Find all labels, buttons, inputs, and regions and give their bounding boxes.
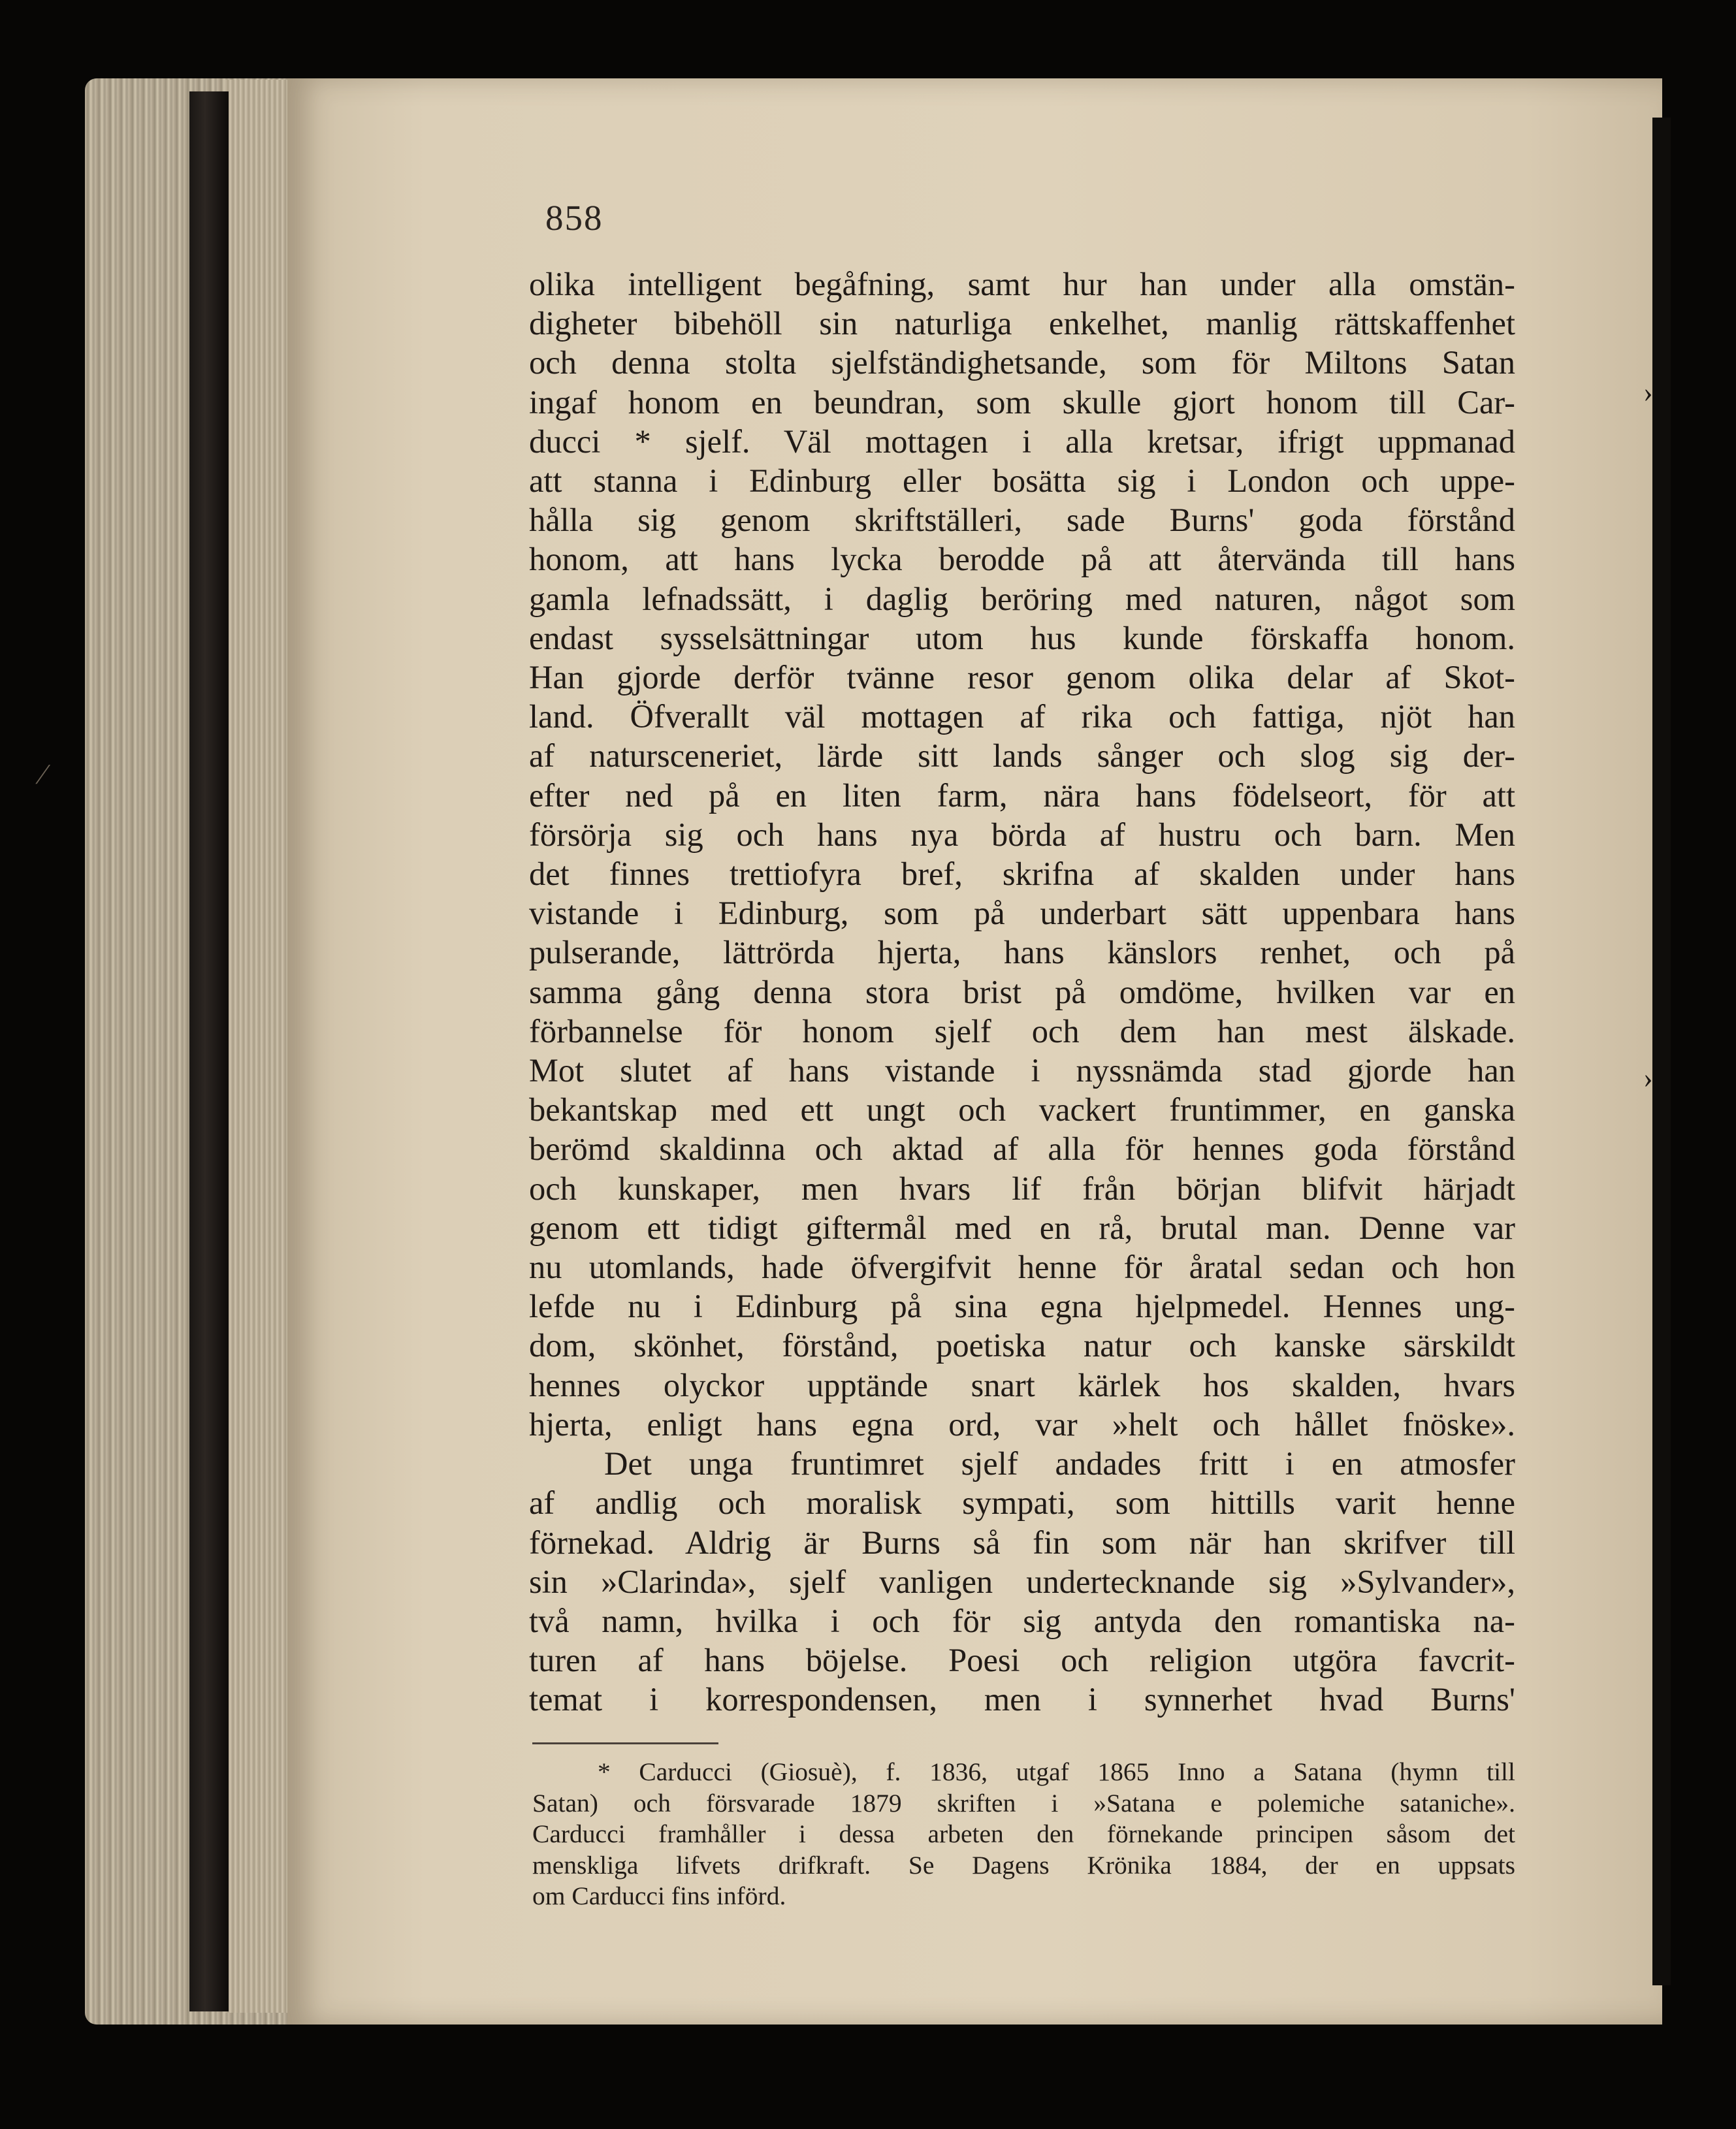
text-line: ingaf honom en beundran, som skulle gjort honom till Car- xyxy=(529,383,1515,421)
text-line: två namn, hvilka i och för sig antyda den romantiska na- xyxy=(529,1602,1515,1639)
text-line: lefde nu i Edinburg på sina egna hjelpmedel. Hennes ung- xyxy=(529,1288,1515,1325)
text-line: af andlig och moralisk sympati, som hittills varit henne xyxy=(529,1484,1515,1522)
text-line: Mot slutet af hans vistande i nyssnämda stad gjorde han xyxy=(529,1052,1515,1089)
text-line: samma gång denna stora brist på omdöme, hvilken var en xyxy=(529,973,1515,1010)
text-line: hjerta, enligt hans egna ord, var »helt och hållet fnöske». xyxy=(529,1405,1515,1443)
text-line: Han gjorde derför tvänne resor genom olika delar af Skot- xyxy=(529,659,1515,696)
margin-mark: › xyxy=(1643,376,1653,408)
text-line: efter ned på en liten farm, nära hans födelseort, för att xyxy=(529,776,1515,814)
footnote-line: Satan) och försvarade 1879 skriften i »Satana e polemiche sataniche». xyxy=(532,1788,1515,1817)
text-line: det finnes trettiofyra bref, skrifna af skalden under hans xyxy=(529,856,1515,893)
footnote-line: Carducci framhåller i dessa arbeten den förnekande principen såsom det xyxy=(532,1819,1515,1848)
text-line: förnekad. Aldrig är Burns så fin som när han skrifver till xyxy=(529,1524,1515,1561)
text-line: berömd skaldinna och aktad af alla för hennes goda förstånd xyxy=(529,1130,1515,1168)
text-line: olika intelligent begåfning, samt hur han under alla omstän- xyxy=(529,266,1515,302)
footnote xyxy=(532,1757,1515,1912)
margin-mark: ⁄ xyxy=(40,758,46,790)
text-line: vistande i Edinburg, som på underbart sätt uppenbara hans xyxy=(529,895,1515,932)
text-line: att stanna i Edinburg eller bosätta sig i London och uppe- xyxy=(529,462,1515,500)
text-line: genom ett tidigt giftermål med en rå, brutal man. Denne var xyxy=(529,1209,1515,1246)
footnote-line: menskliga lifvets drifkraft. Se Dagens Krönika 1884, der en uppsats xyxy=(532,1850,1515,1880)
text-line: digheter bibehöll sin naturliga enkelhet, manlig rättskaffenhet xyxy=(529,305,1515,342)
footnote-line: om Carducci fins införd. xyxy=(532,1881,786,1910)
text-line: endast sysselsättningar utom hus kunde förskaffa honom. xyxy=(529,619,1515,656)
book-spine-shadow xyxy=(189,91,229,2011)
page-number: 858 xyxy=(545,198,603,238)
text-line: bekantskap med ett ungt och vackert fruntimmer, en ganska xyxy=(529,1091,1515,1129)
text-line: hennes olyckor upptände snart kärlek hos skalden, hvars xyxy=(529,1366,1515,1403)
text-line: pulserande, lättrörda hjerta, hans känslors renhet, och på xyxy=(529,934,1515,971)
text-line: land. Öfverallt väl mottagen af rika och fattiga, njöt han xyxy=(529,698,1515,735)
body-text xyxy=(529,264,1515,1720)
footnote-rule xyxy=(532,1742,718,1744)
margin-mark: › xyxy=(1643,1062,1653,1094)
page-right-edge xyxy=(1652,118,1671,1985)
text-line: nu utomlands, hade öfvergifvit henne för åratal sedan och hon xyxy=(529,1249,1515,1286)
text-line: ducci * sjelf. Väl mottagen i alla kretsar, ifrigt uppmanad xyxy=(529,423,1515,460)
text-line: gamla lefnadssätt, i daglig beröring med naturen, något som xyxy=(529,580,1515,617)
text-line: Det unga fruntimret sjelf andades fritt i en atmosfer xyxy=(604,1445,1515,1482)
footnote-line: * Carducci (Giosuè), f. 1836, utgaf 1865 Inno a Satana (hymn till xyxy=(598,1757,1515,1786)
text-line: dom, skönhet, förstånd, poetiska natur och kanske särskildt xyxy=(529,1327,1515,1364)
text-line: turen af hans böjelse. Poesi och religion utgöra favcrit- xyxy=(529,1642,1515,1679)
text-line: förbannelse för honom sjelf och dem han mest älskade. xyxy=(529,1012,1515,1049)
text-line: hålla sig genom skriftställeri, sade Burns' goda förstånd xyxy=(529,502,1515,539)
text-line: sin »Clarinda», sjelf vanligen undertecknande sig »Sylvander», xyxy=(529,1563,1515,1600)
text-line: och denna stolta sjelfständighetsande, som för Miltons Satan xyxy=(529,344,1515,381)
text-line: och kunskaper, men hvars lif från början blifvit härjadt xyxy=(529,1170,1515,1207)
text-line: af natursceneriet, lärde sitt lands sånger och slog sig der- xyxy=(529,737,1515,775)
text-line: försörja sig och hans nya börda af hustru och barn. Men xyxy=(529,816,1515,853)
text-line: honom, att hans lycka berodde på att återvända till hans xyxy=(529,541,1515,578)
text-line: temat i korrespondensen, men i synnerhet hvad Burns' xyxy=(529,1681,1515,1718)
